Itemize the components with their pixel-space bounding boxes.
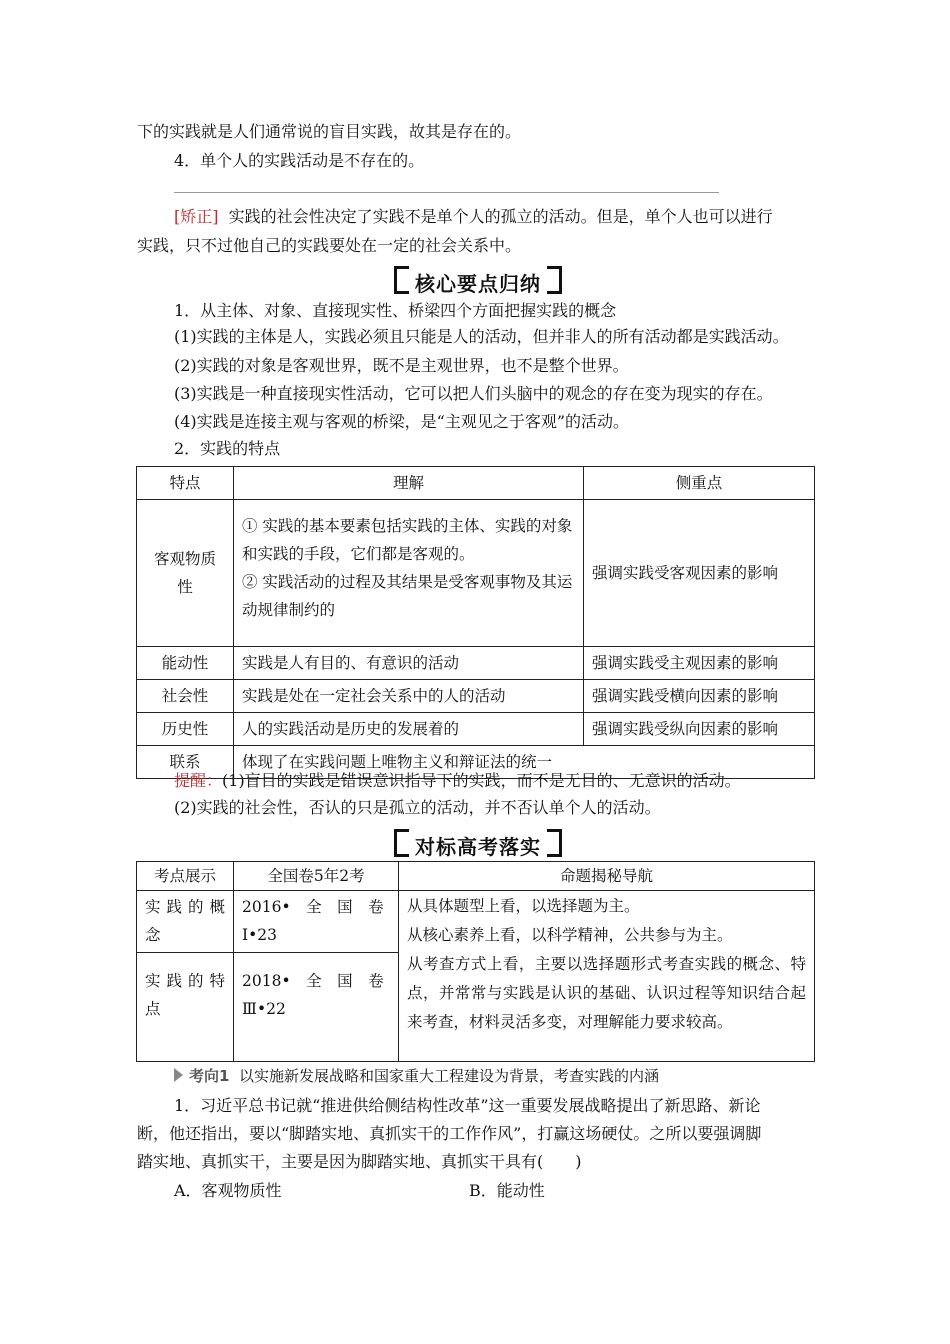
point-1-3: (3)实践是一种直接现实性活动，它可以把人们头脑中的观念的存在变为现实的存在。 [174,384,773,403]
focus-cell: 强调实践受主观因素的影响 [584,647,815,680]
correction-text: 实践的社会性决定了实践不是单个人的孤立的活动。但是，单个人也可以进行 [228,207,773,226]
question-line-3: 踏实地、真抓实干，主要是因为脚踏实地、真抓实干具有( ) [137,1152,582,1171]
reminder-tag: 提醒： [174,771,223,790]
header-cell: 命题揭秘导航 [399,862,815,891]
topic-line: 实践的概 [145,898,225,916]
separator-rule [174,192,719,193]
point-1-2: (2)实践的对象是客观世界，既不是主观世界，也不是整个世界。 [174,356,629,375]
option-a: A．客观物质性 [174,1181,282,1200]
reminder-line-2: (2)实践的社会性，否认的只是孤立的活动，并不否认单个人的活动。 [174,798,661,817]
features-table [136,466,815,779]
topic-line: 实践的特 [145,972,225,990]
feature-cell: 社会性 [137,680,234,713]
exam-direction [174,1066,659,1086]
reminder-text: (1)盲目的实践是错误意识指导下的实践，而不是无目的、无意识的活动。 [222,771,741,790]
table-row [137,680,815,713]
left-bracket-icon [394,266,409,294]
header-cell: 侧重点 [584,467,815,500]
topic-line: 念 [145,926,161,944]
reminder-line-1 [174,771,741,791]
nav-line: 从考查方式上看，主要以选择题形式考查实践的概念、特点，并常常与实践是认识的基础、认识过程等知识结合起来考查，材料灵活多变，对理解能力要求较高。 [407,955,806,1031]
section-header-core-points [394,266,562,297]
feature-cell: 能动性 [137,647,234,680]
feature-cell: 客观物质性 [137,500,234,647]
nav-line: 从具体题型上看，以选择题为主。 [407,897,640,915]
focus-cell: 强调实践受客观因素的影响 [584,500,815,647]
triangle-icon [174,1068,183,1082]
table-header-row [137,862,815,891]
exam-line: Ⅲ•22 [242,1000,286,1018]
exam-line: 2016• 全 国 卷 [242,898,384,916]
point-2: 2．实践的特点 [174,439,281,458]
header-cell: 全国卷5年2考 [234,862,399,891]
topic-cell [137,891,234,953]
exam-cell [234,953,399,1062]
understanding-point-2: ② 实践活动的过程及其结果是受客观事物及其运动规律制约的 [242,573,573,619]
table-row [137,500,815,647]
understanding-cell [234,500,584,647]
correction-line-1 [174,207,773,227]
topic-line: 点 [145,1000,161,1018]
understanding-point-1: ① 实践的基本要素包括实践的主体、实践的对象和实践的手段，它们都是客观的。 [242,517,573,563]
point-1: 1．从主体、对象、直接现实性、桥梁四个方面把握实践的概念 [174,301,617,320]
section-title: 对标高考落实 [415,835,541,859]
header-cell: 考点展示 [137,862,234,891]
section-header-exam [394,829,562,860]
feature-cell: 历史性 [137,713,234,746]
focus-cell: 强调实践受纵向因素的影响 [584,713,815,746]
table-row [137,713,815,746]
exam-table [136,861,815,1062]
feature-cell: 联系 [137,746,234,779]
intro-line-1: 下的实践就是人们通常说的盲目实践，故其是存在的。 [137,122,522,141]
section-title: 核心要点归纳 [415,272,541,296]
understanding-cell: 实践是处在一定社会关系中的人的活动 [234,680,584,713]
exam-line: 2018• 全 国 卷 [242,972,384,990]
nav-line: 从核心素养上看，以科学精神，公共参与为主。 [407,926,733,944]
direction-text: 以实施新发展战略和国家重大工程建设为背景，考查实践的内涵 [238,1067,659,1085]
point-1-4: (4)实践是连接主观与客观的桥梁，是“主观见之于客观”的活动。 [174,412,630,431]
topic-cell [137,953,234,1062]
exam-cell [234,891,399,953]
correction-line-2: 实践，只不过他自己的实践要处在一定的社会关系中。 [137,236,522,255]
question-line-2: 断，他还指出，要以“脚踏实地、真抓实干的工作作风”，打赢这场硬仗。之所以要强调脚 [137,1124,762,1143]
table-row [137,891,815,953]
table-header-row [137,467,815,500]
point-1-1: (1)实践的主体是人，实践必须且只能是人的活动，但并非人的所有活动都是实践活动。 [174,327,789,346]
intro-line-2: 4．单个人的实践活动是不存在的。 [174,151,425,170]
question-line-1: 1．习近平总书记就“推进供给侧结构性改革”这一重要发展战略提出了新思路、新论 [174,1096,761,1115]
option-b: B．能动性 [469,1181,545,1200]
understanding-cell: 体现了在实践问题上唯物主义和辩证法的统一 [234,746,815,779]
header-cell: 特点 [137,467,234,500]
correction-tag: [矫正] [174,207,219,226]
understanding-cell: 人的实践活动是历史的发展着的 [234,713,584,746]
left-bracket-icon [394,829,409,857]
right-bracket-icon [547,266,562,294]
nav-cell [399,891,815,1062]
exam-line: Ⅰ•23 [242,926,277,944]
understanding-cell: 实践是人有目的、有意识的活动 [234,647,584,680]
header-cell: 理解 [234,467,584,500]
focus-cell: 强调实践受横向因素的影响 [584,680,815,713]
direction-tag: 考向1 [189,1067,230,1085]
right-bracket-icon [547,829,562,857]
table-row [137,647,815,680]
